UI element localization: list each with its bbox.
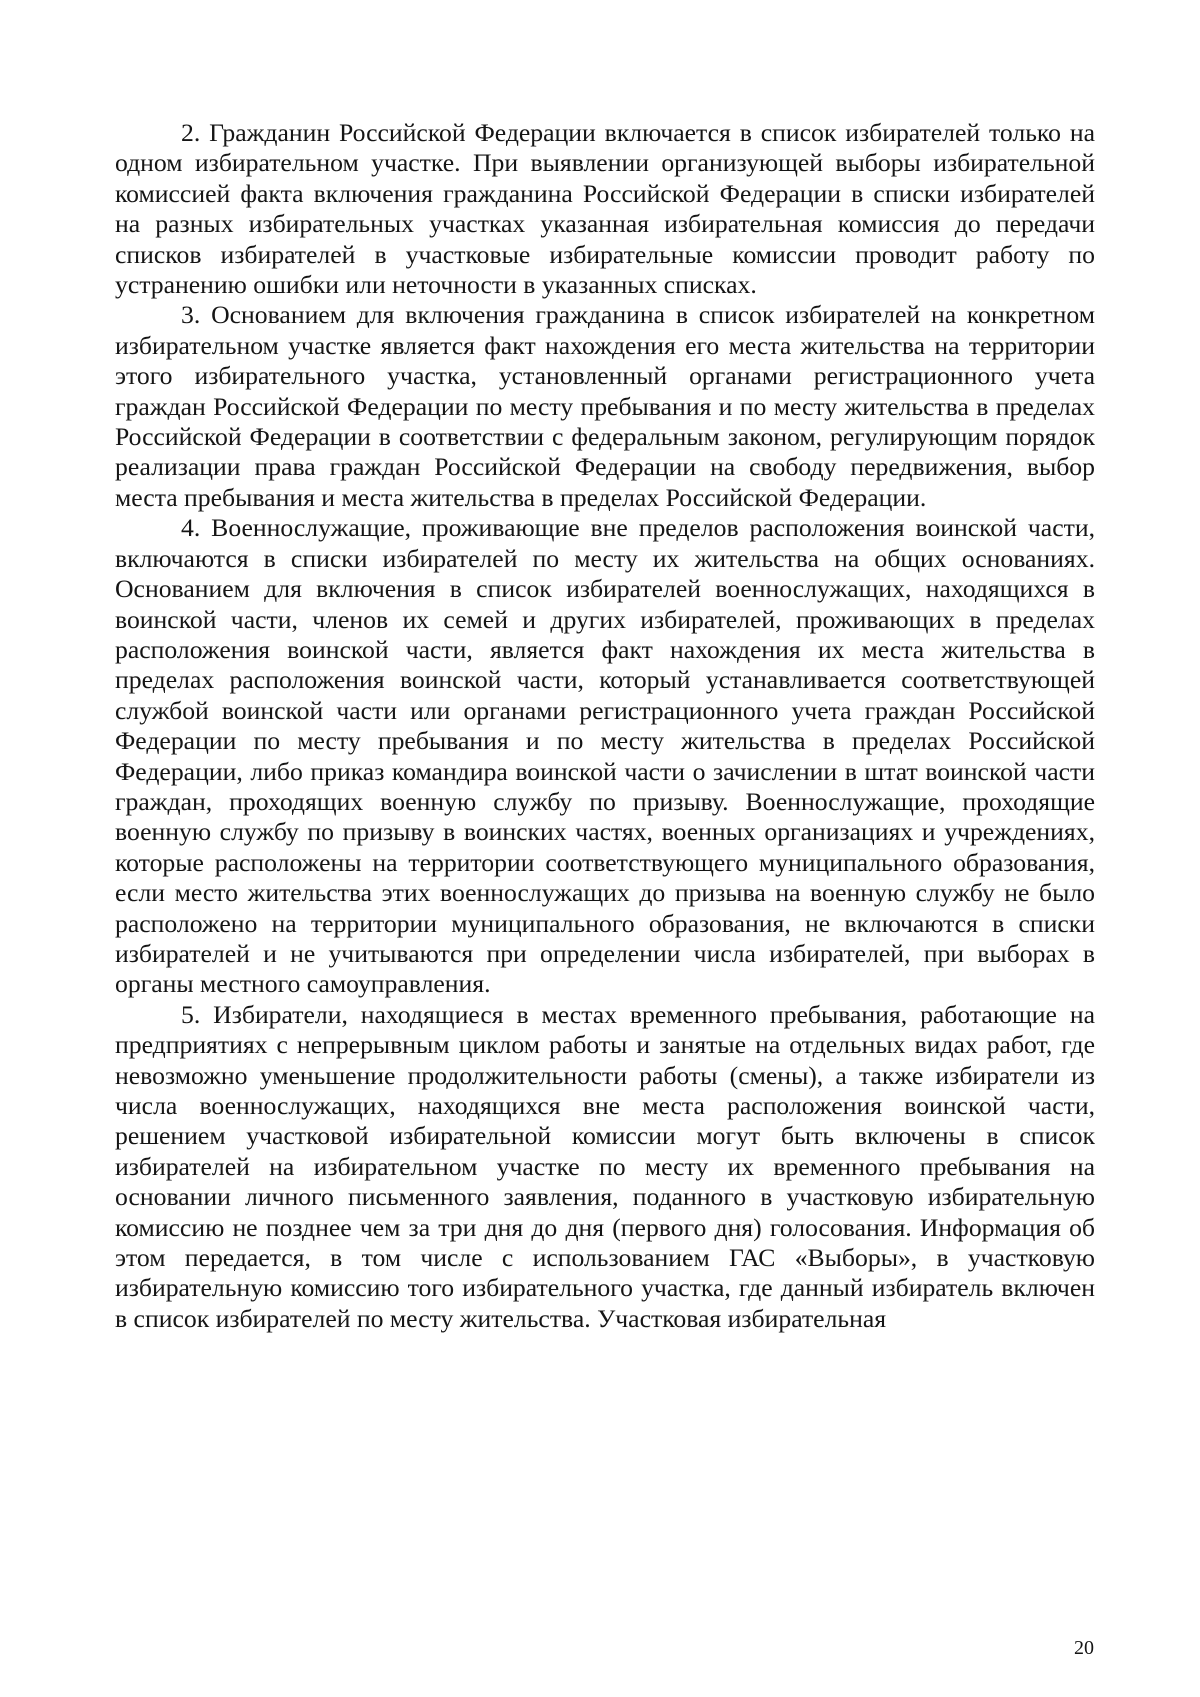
- paragraph-4: 4. Военнослужащие, проживающие вне пределов расположения воинской части, включаются в списки избирателей по месту их жительства на общих основаниях. Основанием для включения в список избирателей военнослужащих, находящихся в воинской части, членов их семей и других избирателей, проживающих в пределах расположения воинской части, является факт нахождения их места жительства в пределах расположения воинской части, который устанавливается соответствующей службой воинской части или органами регистрационного учета граждан Российской Федерации по месту пребывания и по месту жительства в пределах Российской Федерации, либо приказ командира воинской части о зачислении в штат воинской части граждан, проходящих военную службу по призыву. Военнослужащие, проходящие военную службу по призыву в воинских частях, военных организациях и учреждениях, которые расположены на территории соответствующего муниципального образования, если место жительства этих военнослужащих до призыва на военную службу не было расположено на территории муниципального образования, не включаются в списки избирателей и не учитываются при определении числа избирателей, при выборах в органы местного самоуправления.: [115, 513, 1095, 999]
- page-number: 20: [1074, 1637, 1094, 1659]
- document-body: [115, 118, 1095, 1334]
- paragraph-2: 2. Гражданин Российской Федерации включается в список избирателей только на одном избирательном участке. При выявлении организующей выборы избирательной комиссией факта включения гражданина Российской Федерации в списки избирателей на разных избирательных участках указанная избирательная комиссия до передачи списков избирателей в участковые избирательные комиссии проводит работу по устранению ошибки или неточности в указанных списках.: [115, 118, 1095, 300]
- paragraph-5: 5. Избиратели, находящиеся в местах временного пребывания, работающие на предприятиях с непрерывным циклом работы и занятые на отдельных видах работ, где невозможно уменьшение продолжительности работы (смены), а также избиратели из числа военнослужащих, находящихся вне места расположения воинской части, решением участковой избирательной комиссии могут быть включены в список избирателей на избирательном участке по месту их временного пребывания на основании личного письменного заявления, поданного в участковую избирательную комиссию не позднее чем за три дня до дня (первого дня) голосования. Информация об этом передается, в том числе с использованием ГАС «Выборы», в участковую избирательную комиссию того избирательного участка, где данный избиратель включен в список избирателей по месту жительства. Участковая избирательная: [115, 999, 1095, 1333]
- paragraph-3: 3. Основанием для включения гражданина в список избирателей на конкретном избирательном участке является факт нахождения его места жительства на территории этого избирательного участка, установленный органами регистрационного учета граждан Российской Федерации по месту пребывания и по месту жительства в пределах Российской Федерации в соответствии с федеральным законом, регулирующим порядок реализации права граждан Российской Федерации на свободу передвижения, выбор места пребывания и места жительства в пределах Российской Федерации.: [115, 300, 1095, 512]
